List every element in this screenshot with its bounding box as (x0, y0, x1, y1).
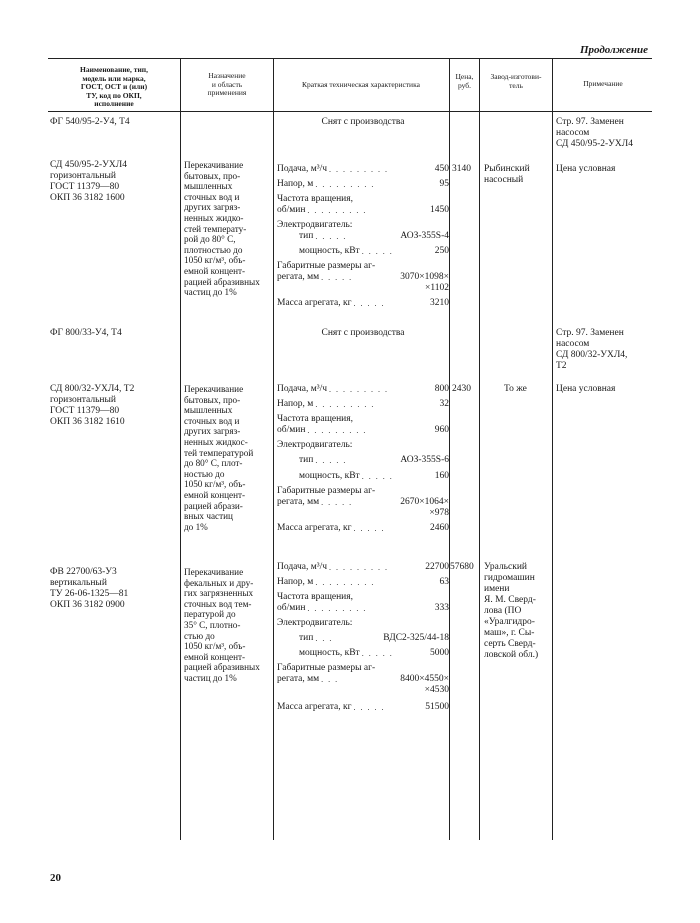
row-3-discontinued: Снят с производства (321, 328, 405, 338)
row-2-spec: Подача, м³/ч ......... 450 Напор, м ......... 95 Частота вращения, об/мин ......... 1450 Электродвигатель: тип ..... АОЗ-355S-4 мощность, кВт ..... 250 Габаритные размеры аг- регата, мм ..... 3070×1098× ×1102 Масса агрегата, кг ..... 3210 (277, 164, 449, 308)
table-header-rule (48, 111, 652, 112)
row-4-note: Цена условная (556, 384, 616, 394)
row-5-purpose: Перекачивание фекальных и дру- гих загрязненных сточных вод тем- пературой до 35° С, плотно- стью до 1050 кг/м³, объ- емной концент- рацией абразивных частиц до 1% (184, 567, 260, 683)
row-2-maker: Рыбинский насосный (484, 164, 530, 185)
row-1-name: ФГ 540/95-2-У4, Т4 (50, 117, 130, 127)
row-4-spec: Подача, м³/ч ......... 800 Напор, м ......... 32 Частота вращения, об/мин ......... 960 Электродвигатель: тип ..... АОЗ-355S-6 мощность, кВт ..... 160 Габаритные размеры аг- регата, мм ..... 2670×1064× ×978 Масса агрегата, кг ..... 2460 (277, 384, 449, 533)
row-5-maker: Уральский гидромашин имени Я. М. Сверд- лова (ПО «Уралгидро- маш», г. Сы- серть Сверд- ловской обл.) (484, 562, 539, 660)
row-2-price: 3140 (452, 164, 471, 174)
row-4-maker: То же (504, 384, 527, 394)
row-1-note: Стр. 97. Заменен насосом СД 450/95-2-УХЛ4 (556, 117, 633, 149)
row-5-price: 57680 (450, 562, 474, 572)
column-divider-5 (552, 58, 553, 840)
table-top-rule (48, 58, 652, 59)
continuation-label: Продолжение (579, 44, 648, 56)
header-spec: Краткая техническая характеристика (302, 80, 420, 89)
row-5-spec: Подача, м³/ч ......... 22700 Напор, м ......... 63 Частота вращения, об/мин ......... 333 Электродвигатель: тип ... ВДС2-325/44-18 мощность, кВт ..... 5000 Габаритные размеры аг- регата, мм ... 8400×4550× ×4530 Масса агрегата, кг ..... 51500 (277, 562, 449, 712)
row-2-name: СД 450/95-2-УХЛ4 горизонтальный ГОСТ 11379—80 ОКП 36 3182 1600 (50, 160, 127, 203)
column-divider-3 (449, 58, 450, 840)
row-2-note: Цена условная (556, 164, 616, 174)
row-5-name: ФВ 22700/63-У3 вертикальный ТУ 26-06-1325—81 ОКП 36 3182 0900 (50, 567, 129, 610)
row-4-name: СД 800/32-УХЛ4, Т2 горизонтальный ГОСТ 11379—80 ОКП 36 3182 1610 (50, 384, 135, 427)
header-note: Примечание (583, 79, 623, 88)
row-2-purpose: Перекачивание бытовых, про- мышленных сточных вод и других загряз- ненных жидко- стей температу- рой до 80° С, плотностью до 1050 кг/м³, объ- емной концент- рацией абразивных частиц до 1% (184, 160, 260, 298)
header-maker: Завод-изготови- тель (490, 72, 542, 90)
header-name: Наименование, тип, модель или марка, ГОСТ, ОСТ и (или) ТУ, код по ОКП, исполнение (80, 65, 148, 108)
column-divider-2 (273, 58, 274, 840)
header-price: Цена, руб. (455, 72, 474, 90)
column-divider-1 (180, 58, 181, 840)
row-3-note: Стр. 97. Заменен насосом СД 800/32-УХЛ4, Т2 (556, 328, 628, 371)
header-purpose: Назначение и область применения (207, 71, 247, 97)
row-3-name: ФГ 800/33-У4, Т4 (50, 328, 122, 338)
page-number: 20 (50, 872, 61, 884)
column-divider-4 (479, 58, 480, 840)
row-4-purpose: Перекачивание бытовых, про- мышленных сточных вод и других загряз- ненных жидкос- тей температурой до 80° С, плот- ностью до 1050 кг/м³, объ- емной концент- рацией абрази- вных частиц до 1% (184, 384, 254, 532)
row-1-discontinued: Снят с производства (321, 117, 405, 127)
row-4-price: 2430 (452, 384, 471, 394)
